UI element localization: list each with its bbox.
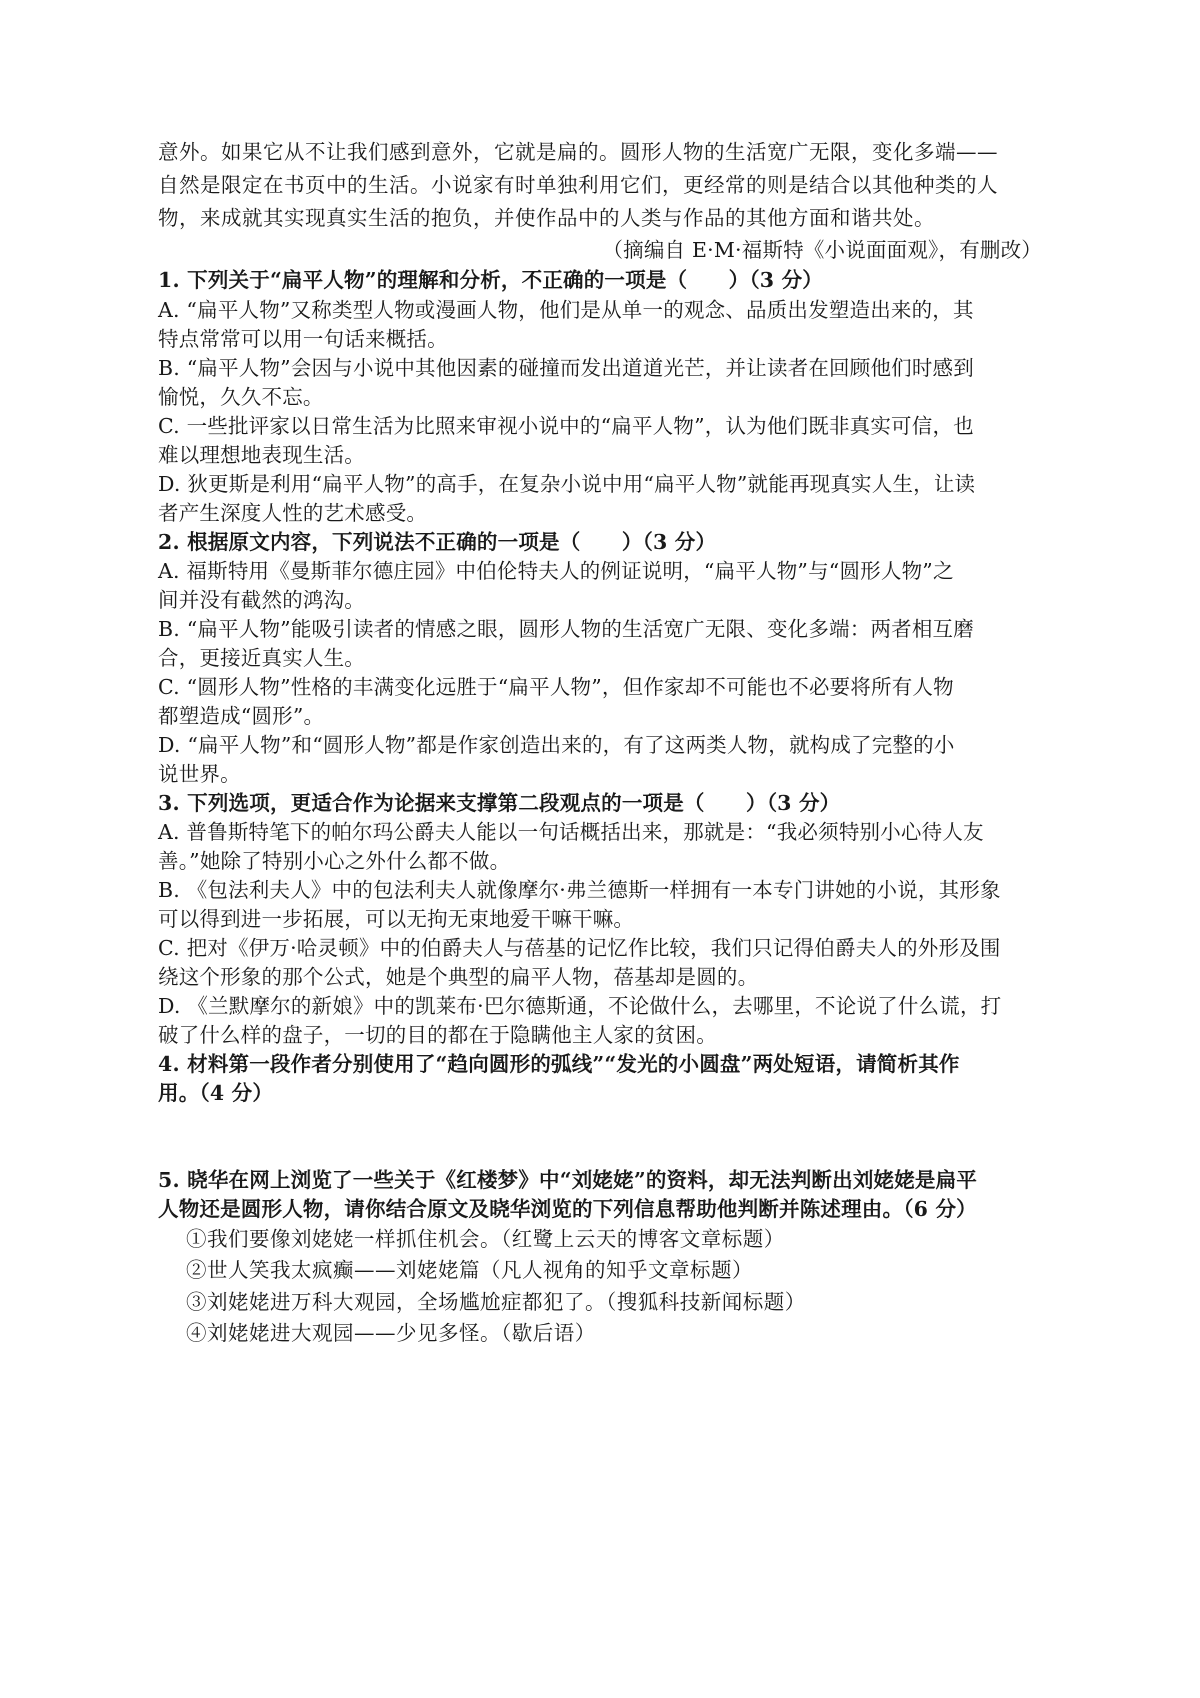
q2-option-c-line: C. “圆形人物”性格的丰满变化远胜于“扁平人物”，但作家却不可能也不必要将所有人物: [158, 675, 954, 699]
q2-option-b-line: B. “扁平人物”能吸引读者的情感之眼，圆形人物的生活宽广无限、变化多端：两者相互磨: [158, 617, 974, 641]
q1-option-d-line: D. 狄更斯是利用“扁平人物”的高手，在复杂小说中用“扁平人物”就能再现真实人生，让读: [158, 472, 976, 496]
q1-option-d-line: 者产生深度人性的艺术感受。: [158, 501, 428, 525]
q3-option-d-line: 破了什么样的盘子，一切的目的都在于隐瞒他主人家的贫困。: [158, 1023, 717, 1047]
q1-option-b-line: 愉悦，久久不忘。: [158, 385, 324, 409]
q1-option-b-line: B. “扁平人物”会因与小说中其他因素的碰撞而发出道道光芒，并让读者在回顾他们时感到: [158, 356, 974, 380]
q3-option-a-line: A. 普鲁斯特笔下的帕尔玛公爵夫人能以一句话概括出来，那就是：“我必须特别小心待人友: [158, 820, 984, 844]
question-3-stem: 3. 下列选项，更适合作为论据来支撑第二段观点的一项是（ ）（3 分）: [158, 791, 841, 815]
q1-option-c-line: C. 一些批评家以日常生活为比照来审视小说中的“扁平人物”，认为他们既非真实可信，也: [158, 414, 974, 438]
q2-option-b-line: 合，更接近真实人生。: [158, 646, 365, 670]
q5-info-item: ③刘姥姥进万科大观园，全场尴尬症都犯了。（搜狐科技新闻标题）: [186, 1290, 806, 1314]
passage-line: 意外。如果它从不让我们感到意外，它就是扁的。圆形人物的生活宽广无限，变化多端——: [158, 140, 998, 164]
question-2-stem: 2. 根据原文内容，下列说法不正确的一项是（ ）（3 分）: [158, 530, 717, 554]
passage-line: 物，来成就其实现真实生活的抱负，并使作品中的人类与作品的其他方面和谐共处。: [158, 206, 935, 230]
q2-option-d-line: D. “扁平人物”和“圆形人物”都是作家创造出来的，有了这两类人物，就构成了完整的小: [158, 733, 955, 757]
q3-option-a-line: 善。”她除了特别小心之外什么都不做。: [158, 849, 511, 873]
q3-option-c-line: C. 把对《伊万·哈灵顿》中的伯爵夫人与蓓基的记忆作比较，我们只记得伯爵夫人的外形及围: [158, 936, 1001, 960]
q5-info-item: ①我们要像刘姥姥一样抓住机会。（红鹭上云天的博客文章标题）: [186, 1227, 785, 1251]
q3-option-b-line: B. 《包法利夫人》中的包法利夫人就像摩尔·弗兰德斯一样拥有一本专门讲她的小说，其形象: [158, 878, 1001, 902]
q3-option-d-line: D. 《兰默摩尔的新娘》中的凯莱布·巴尔德斯通，不论做什么，去哪里，不论说了什么谎，打: [158, 994, 1002, 1018]
q1-option-a-line: 特点常常可以用一句话来概括。: [158, 327, 448, 351]
question-5-stem: 5. 晓华在网上浏览了一些关于《红楼梦》中“刘姥姥”的资料，却无法判断出刘姥姥是扁平: [158, 1168, 978, 1192]
q5-info-item: ②世人笑我太疯癫——刘姥姥篇（凡人视角的知乎文章标题）: [186, 1258, 753, 1282]
passage-line: 自然是限定在书页中的生活。小说家有时单独利用它们，更经常的则是结合以其他种类的人: [158, 173, 998, 197]
q3-option-c-line: 绕这个形象的那个公式，她是个典型的扁平人物，蓓基却是圆的。: [158, 965, 759, 989]
question-5-stem: 人物还是圆形人物，请你结合原文及晓华浏览的下列信息帮助他判断并陈述理由。（6 分）: [158, 1197, 977, 1221]
q2-option-c-line: 都塑造成“圆形”。: [158, 704, 325, 728]
question-1-stem: 1. 下列关于“扁平人物”的理解和分析，不正确的一项是（ ）（3 分）: [158, 268, 823, 292]
q1-option-c-line: 难以理想地表现生活。: [158, 443, 365, 467]
q5-info-item: ④刘姥姥进大观园——少见多怪。（歇后语）: [186, 1321, 596, 1345]
q1-option-a-line: A. “扁平人物”又称类型人物或漫画人物，他们是从单一的观念、品质出发塑造出来的，其: [158, 298, 974, 322]
passage-source: （摘编自 E·M·福斯特《小说面面观》，有删改）: [602, 238, 1042, 262]
q3-option-b-line: 可以得到进一步拓展，可以无拘无束地爱干嘛干嘛。: [158, 907, 635, 931]
q2-option-a-line: A. 福斯特用《曼斯菲尔德庄园》中伯伦特夫人的例证说明，“扁平人物”与“圆形人物”之: [158, 559, 954, 583]
question-4-stem: 4. 材料第一段作者分别使用了“趋向圆形的弧线”“发光的小圆盘”两处短语，请简析其作: [158, 1052, 960, 1076]
q2-option-d-line: 说世界。: [158, 762, 241, 786]
question-4-stem: 用。（4 分）: [158, 1081, 274, 1105]
q2-option-a-line: 间并没有截然的鸿沟。: [158, 588, 365, 612]
